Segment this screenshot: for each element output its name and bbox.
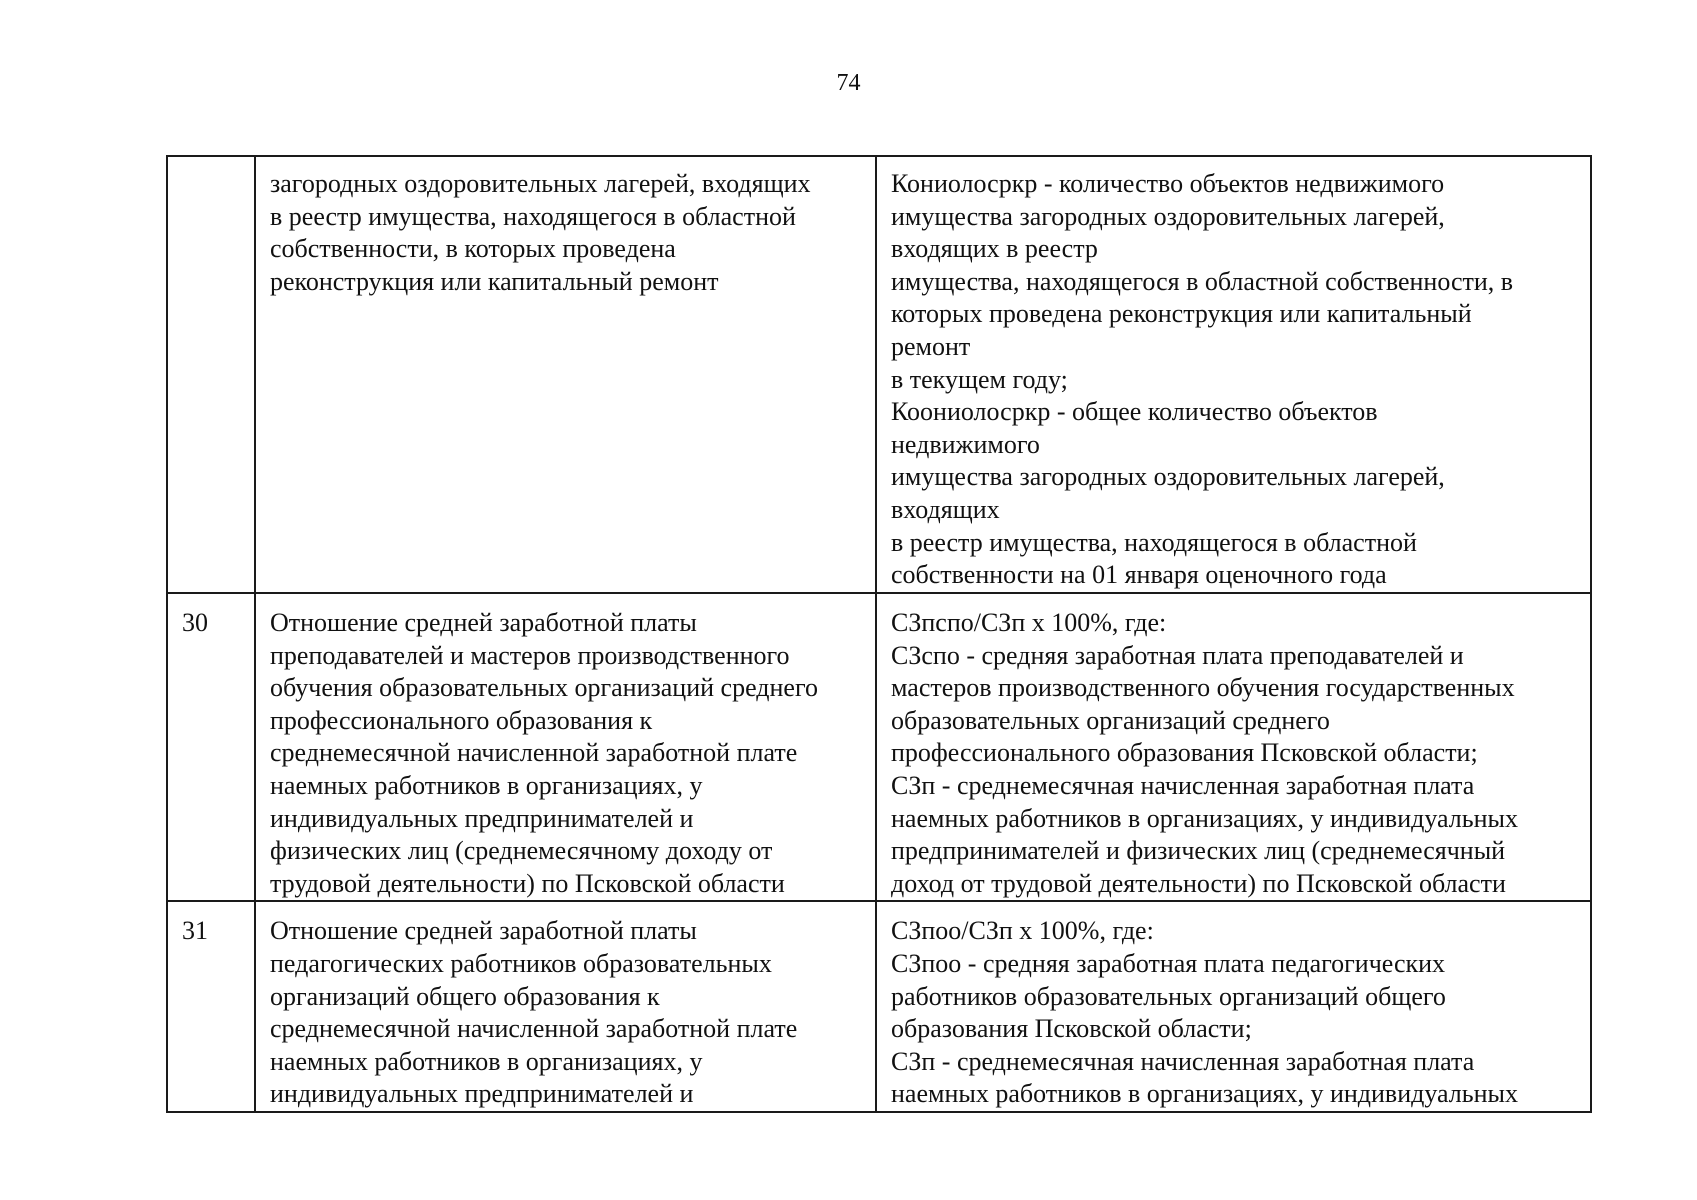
row-number-cell: 31 [167, 901, 255, 1112]
table-row [167, 156, 1591, 593]
indicators-table [166, 155, 1592, 1113]
row-number-cell: 30 [167, 593, 255, 901]
formula-cell: Кониолосркр - количество объектов недвижимого имущества загородных оздоровительных лагерей, входящих в реестр имущества, находящегося в областной собственности, в которых проведена реконструкция или капитальный ремонт в текущем году; Коониолосркр - общее количество объектов недвижимого имущества загородных оздоровительных лагерей, входящих в реестр имущества, находящегося в областной собственности на 01 января оценочного года [876, 156, 1591, 593]
indicator-name-cell: загородных оздоровительных лагерей, входящих в реестр имущества, находящегося в областной собственности, в которых проведена реконструкция или капитальный ремонт [255, 156, 876, 593]
page-number: 74 [836, 70, 861, 96]
row-number-cell [167, 156, 255, 593]
table-row [167, 593, 1591, 901]
table-row [167, 901, 1591, 1112]
indicator-name-cell: Отношение средней заработной платы преподавателей и мастеров производственного обучения образовательных организаций среднего профессионального образования к среднемесячной начисленной заработной плате наемных работников в организациях, у индивидуальных предпринимателей и физических лиц (среднемесячному доходу от трудовой деятельности) по Псковской области [255, 593, 876, 901]
indicator-name-cell: Отношение средней заработной платы педагогических работников образовательных организаций общего образования к среднемесячной начисленной заработной плате наемных работников в организациях, у индивидуальных предпринимателей и [255, 901, 876, 1112]
formula-cell: СЗпспо/СЗп х 100%, где: СЗспо - средняя заработная плата преподавателей и мастеров производственного обучения государственных образовательных организаций среднего профессионального образования Псковской области; СЗп - среднемесячная начисленная заработная плата наемных работников в организациях, у индивидуальных предпринимателей и физических лиц (среднемесячный доход от трудовой деятельности) по Псковской области [876, 593, 1591, 901]
formula-cell: СЗпоо/СЗп х 100%, где: СЗпоо - средняя заработная плата педагогических работников образовательных организаций общего образования Псковской области; СЗп - среднемесячная начисленная заработная плата наемных работников в организациях, у индивидуальных [876, 901, 1591, 1112]
